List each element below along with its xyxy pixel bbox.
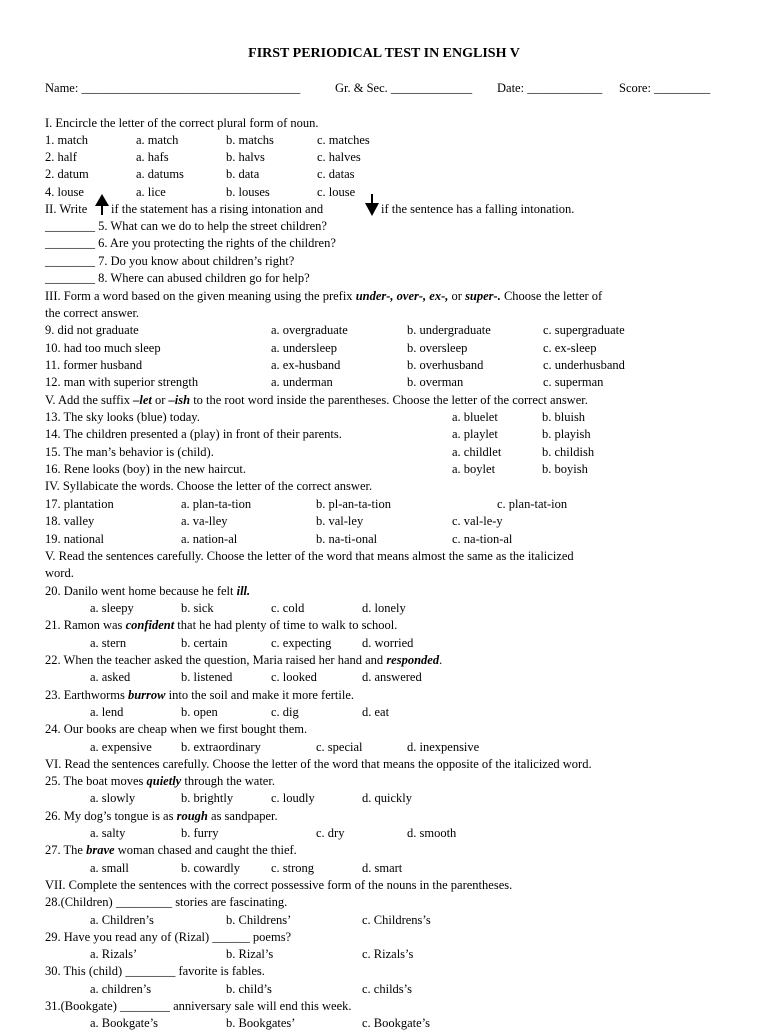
question-31: 31.(Bookgate) ________ anniversary sale will end this week. [45, 999, 352, 1013]
option-b: b. playish [542, 427, 591, 441]
option-c: c. datas [317, 167, 355, 181]
question-text: 21. Ramon was [45, 618, 126, 632]
option-b: b. louses [226, 185, 270, 199]
question-text-end: that he had plenty of time to walk to school. [174, 618, 398, 632]
section-2-heading-end: if the sentence has a falling intonation. [381, 202, 575, 216]
question-26 [45, 809, 278, 824]
option-b: b. cowardly [181, 861, 241, 875]
option-a: a. hafs [136, 150, 169, 164]
question-7: ________ 7. Do you know about children’s right? [45, 254, 295, 268]
question-2: 2. half [45, 150, 77, 164]
option-d: d. worried [362, 636, 414, 650]
option-b: b. certain [181, 636, 228, 650]
question-3: 2. datum [45, 167, 89, 181]
falling-arrow-icon [365, 203, 379, 216]
option-c: c. matches [317, 133, 370, 147]
option-b: b. data [226, 167, 260, 181]
question-12: 12. man with superior strength [45, 375, 199, 389]
option-d: d. answered [362, 670, 422, 684]
section-2-heading-mid: if the statement has a rising intonation and [111, 202, 324, 216]
section-3-heading-line2: the correct answer. [45, 306, 140, 320]
option-c: c. loudly [271, 791, 315, 805]
option-b: b. extraordinary [181, 740, 261, 754]
suffix-heading-end: to the root word inside the parentheses. Choose the letter of the correct answer. [193, 393, 588, 407]
question-9: 9. did not graduate [45, 323, 139, 337]
option-a: a. bluelet [452, 410, 498, 424]
question-text: 26. My dog’s tongue is as [45, 809, 177, 823]
option-a: a. children’s [90, 982, 152, 996]
question-text: 25. The boat moves [45, 774, 147, 788]
option-a: a. overgraduate [271, 323, 348, 337]
option-b: b. na-ti-onal [316, 532, 378, 546]
question-15: 15. The man’s behavior is (child). [45, 445, 214, 459]
italicized-word: rough [176, 809, 208, 823]
option-c: c. dig [271, 705, 299, 719]
option-b: b. oversleep [407, 341, 468, 355]
question-10: 10. had too much sleep [45, 341, 161, 355]
option-a: a. playlet [452, 427, 498, 441]
option-a: a. small [90, 861, 129, 875]
option-c: c. cold [271, 601, 305, 615]
question-27 [45, 843, 297, 858]
italicized-word: burrow [127, 688, 166, 702]
section-3-heading [45, 289, 602, 304]
option-b: b. matchs [226, 133, 274, 147]
option-a: a. ex-husband [271, 358, 341, 372]
option-a: a. sleepy [90, 601, 134, 615]
grade-section-field: Gr. & Sec. _____________ [335, 81, 473, 95]
question-23 [45, 688, 354, 703]
option-a: a. Bookgate’s [90, 1016, 159, 1030]
question-text-end: woman chased and caught the thief. [114, 843, 297, 857]
question-20 [45, 584, 250, 599]
suffix-ish: –ish [168, 393, 191, 407]
option-d: d. quickly [362, 791, 412, 805]
option-c: c. supergraduate [543, 323, 625, 337]
question-text: 22. When the teacher asked the question, Maria raised her hand and [45, 653, 387, 667]
question-text-end: through the water. [181, 774, 275, 788]
option-b: b. undergraduate [407, 323, 491, 337]
prefix-list: under-, over-, ex-, [355, 289, 449, 303]
section-1-heading: I. Encircle the letter of the correct plural form of noun. [45, 116, 319, 130]
italicized-word: ill. [236, 584, 251, 598]
option-a: a. match [136, 133, 179, 147]
question-5: ________ 5. What can we do to help the street children? [45, 219, 327, 233]
option-a: a. lend [90, 705, 124, 719]
option-a: a. lice [136, 185, 166, 199]
option-d: d. inexpensive [407, 740, 480, 754]
option-a: a. Children’s [90, 913, 154, 927]
date-field: Date: ____________ [497, 81, 603, 95]
synonym-heading-line2: word. [45, 566, 74, 580]
italicized-word: responded [386, 653, 440, 667]
option-a: a. datums [136, 167, 184, 181]
option-a: a. slowly [90, 791, 136, 805]
question-29: 29. Have you read any of (Rizal) ______ poems? [45, 930, 292, 944]
question-19: 19. national [45, 532, 105, 546]
option-b: b. Bookgates’ [226, 1016, 296, 1030]
option-c: c. expecting [271, 636, 332, 650]
question-25 [45, 774, 275, 789]
heading-or: or [154, 393, 166, 407]
option-c: c. val-le-y [452, 514, 503, 528]
name-field: Name: ___________________________________ [45, 81, 301, 95]
question-8: ________ 8. Where can abused children go for help? [45, 271, 310, 285]
option-b: b. childish [542, 445, 595, 459]
question-1: 1. match [45, 133, 89, 147]
option-b: b. listened [181, 670, 233, 684]
option-d: d. smart [362, 861, 403, 875]
option-a: a. stern [90, 636, 127, 650]
option-b: b. furry [181, 826, 219, 840]
option-b: b. overman [407, 375, 464, 389]
option-b: b. bluish [542, 410, 586, 424]
synonym-heading: V. Read the sentences carefully. Choose the letter of the word that means almost the same as the italicized [45, 549, 574, 563]
rising-arrow-stem [101, 205, 103, 215]
option-b: b. overhusband [407, 358, 484, 372]
section-2-heading-start: II. Write [45, 202, 88, 216]
option-c: c. looked [271, 670, 317, 684]
option-b: b. pl-an-ta-tion [316, 497, 391, 511]
score-field: Score: _________ [619, 81, 711, 95]
possessive-heading: VII. Complete the sentences with the correct possessive form of the nouns in the parentheses. [45, 878, 513, 892]
option-a: a. expensive [90, 740, 152, 754]
option-d: d. lonely [362, 601, 406, 615]
option-b: b. val-ley [316, 514, 364, 528]
option-c: c. superman [543, 375, 604, 389]
question-text-end: into the soil and make it more fertile. [165, 688, 355, 702]
question-30: 30. This (child) ________ favorite is fables. [45, 964, 265, 978]
option-a: a. va-lley [181, 514, 228, 528]
question-text: 27. The [45, 843, 87, 857]
option-c: c. strong [271, 861, 315, 875]
suffix-section-heading [45, 393, 588, 408]
option-c: c. Rizals’s [362, 947, 414, 961]
option-c: c. halves [317, 150, 361, 164]
option-a: a. underman [271, 375, 333, 389]
option-c: c. Childrens’s [362, 913, 431, 927]
syllabicate-heading: IV. Syllabicate the words. Choose the letter of the correct answer. [45, 479, 373, 493]
option-d: d. smooth [407, 826, 457, 840]
option-a: a. undersleep [271, 341, 337, 355]
option-c: c. childs’s [362, 982, 412, 996]
option-c: c. na-tion-al [452, 532, 513, 546]
question-24: 24. Our books are cheap when we first bought them. [45, 722, 308, 736]
option-c: c. dry [316, 826, 345, 840]
option-c: c. ex-sleep [543, 341, 597, 355]
prefix-super: super-. [465, 289, 501, 303]
italicized-word: brave [86, 843, 115, 857]
question-4: 4. louse [45, 185, 84, 199]
option-a: a. nation-al [181, 532, 238, 546]
option-c: c. Bookgate’s [362, 1016, 431, 1030]
suffix-let: –let [133, 393, 152, 407]
falling-arrow-stem [371, 194, 373, 203]
italicized-word: quietly [146, 774, 182, 788]
option-a: a. boylet [452, 462, 496, 476]
question-6: ________ 6. Are you protecting the rights of the children? [45, 236, 336, 250]
question-21 [45, 618, 397, 633]
option-b: b. Rizal’s [226, 947, 274, 961]
option-a: a. Rizals’ [90, 947, 138, 961]
option-a: a. asked [90, 670, 131, 684]
heading-or: or [451, 289, 462, 303]
question-text-end: . [439, 653, 443, 667]
section-3-heading-end: Choose the letter of [503, 289, 603, 303]
option-b: b. halvs [226, 150, 265, 164]
option-c: c. special [316, 740, 363, 754]
option-b: b. child’s [226, 982, 272, 996]
option-b: b. boyish [542, 462, 588, 476]
page-title: FIRST PERIODICAL TEST IN ENGLISH V [248, 46, 520, 61]
question-13: 13. The sky looks (blue) today. [45, 410, 200, 424]
suffix-heading-text: V. Add the suffix [45, 393, 130, 407]
question-11: 11. former husband [45, 358, 143, 372]
option-b: b. sick [181, 601, 214, 615]
option-a: a. plan-ta-tion [181, 497, 252, 511]
option-b: b. brightly [181, 791, 234, 805]
question-text: 20. Danilo went home because he felt [45, 584, 237, 598]
question-text: 23. Earthworms [45, 688, 128, 702]
question-16: 16. Rene looks (boy) in the new haircut. [45, 462, 246, 476]
option-b: b. open [181, 705, 218, 719]
question-22 [45, 653, 442, 668]
question-18: 18. valley [45, 514, 95, 528]
italicized-word: confident [125, 618, 175, 632]
option-c: c. plan-tat-ion [497, 497, 568, 511]
option-c: c. underhusband [543, 358, 625, 372]
question-17: 17. plantation [45, 497, 114, 511]
option-a: a. salty [90, 826, 126, 840]
question-14: 14. The children presented a (play) in front of their parents. [45, 427, 342, 441]
option-a: a. childlet [452, 445, 502, 459]
antonym-heading: VI. Read the sentences carefully. Choose the letter of the word that means the opposite of the italicized word. [45, 757, 592, 771]
option-c: c. louse [317, 185, 356, 199]
section-3-heading-text: III. Form a word based on the given meaning using the prefix [45, 289, 353, 303]
question-text-end: as sandpaper. [207, 809, 278, 823]
option-d: d. eat [362, 705, 390, 719]
option-b: b. Childrens’ [226, 913, 292, 927]
question-28: 28.(Children) _________ stories are fascinating. [45, 895, 288, 909]
